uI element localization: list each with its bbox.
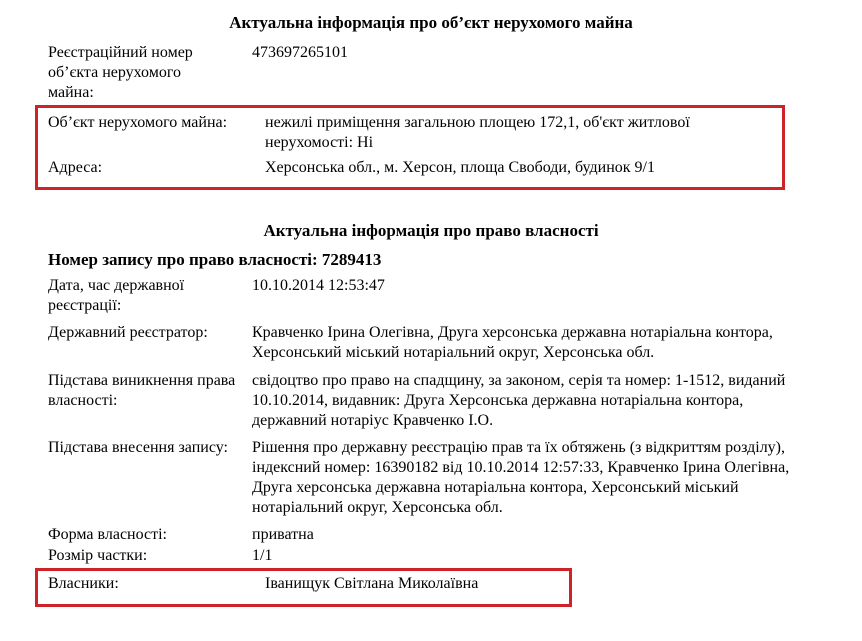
- field-label: Об’єкт нерухомого майна:: [48, 114, 228, 131]
- entry-basis-row: [35, 438, 806, 518]
- highlight-box-owners: [35, 568, 572, 607]
- ownership-section-title: Актуальна інформація про право власності: [263, 221, 599, 240]
- ownership-form-row: [35, 525, 806, 545]
- field-value: Рішення про державну реєстрацію прав та їх обтяжень (з відкриттям розділу), індексний номер: 16390182 від 10.10.2014 12:57:33, Кравченко Ірина Олегівна, Друга херсонська державна нотаріальна контора, Херсонський міський нотаріальний округ, Херсонська обл.: [252, 439, 790, 516]
- record-number-line: Номер запису про право власності: 7289413: [48, 250, 382, 269]
- registration-date-row: [35, 276, 806, 316]
- field-value: Іванищук Світлана Миколаївна: [265, 575, 479, 592]
- field-value: Херсонська обл., м. Херсон, площа Свободи, будинок 9/1: [265, 159, 655, 176]
- field-label: Підстава внесення запису:: [48, 439, 228, 456]
- field-value: 473697265101: [252, 44, 348, 61]
- address-row: [38, 158, 782, 178]
- field-label: Форма власності:: [48, 526, 167, 543]
- registration-number-row: [35, 43, 806, 103]
- field-value: 1/1: [252, 547, 273, 564]
- registrar-row: [35, 323, 806, 363]
- field-label: Підстава виникнення права власності:: [48, 372, 236, 409]
- field-value: нежилі приміщення загальною площею 172,1, об'єкт житлової нерухомості: Ні: [265, 114, 690, 151]
- ownership-ground-row: [35, 371, 806, 431]
- property-section-title: Актуальна інформація про об’єкт нерухомого майна: [229, 13, 633, 32]
- field-label: Власники:: [48, 575, 119, 592]
- field-label: Дата, час державної реєстрації:: [48, 277, 185, 314]
- field-label: Адреса:: [48, 159, 103, 176]
- object-row: [38, 113, 782, 153]
- highlight-box-property: [35, 105, 785, 190]
- owners-row: [38, 574, 569, 594]
- field-value: свідоцтво про право на спадщину, за законом, серія та номер: 1-1512, виданий 10.10.2014, видавник: Друга Херсонська державна нотаріальна контора, державний нотаріус Кравченко І.О.: [252, 372, 786, 429]
- share-size-row: [35, 546, 806, 566]
- field-label: Державний реєстратор:: [48, 324, 208, 341]
- field-value: приватна: [252, 526, 314, 543]
- field-value: 10.10.2014 12:53:47: [252, 277, 385, 294]
- field-value: Кравченко Ірина Олегівна, Друга херсонська державна нотаріальна контора, Херсонський міський нотаріальний округ, Херсонська обл.: [252, 324, 773, 361]
- field-label: Розмір частки:: [48, 547, 148, 564]
- field-label: Реєстраційний номер об’єкта нерухомого майна:: [48, 44, 193, 101]
